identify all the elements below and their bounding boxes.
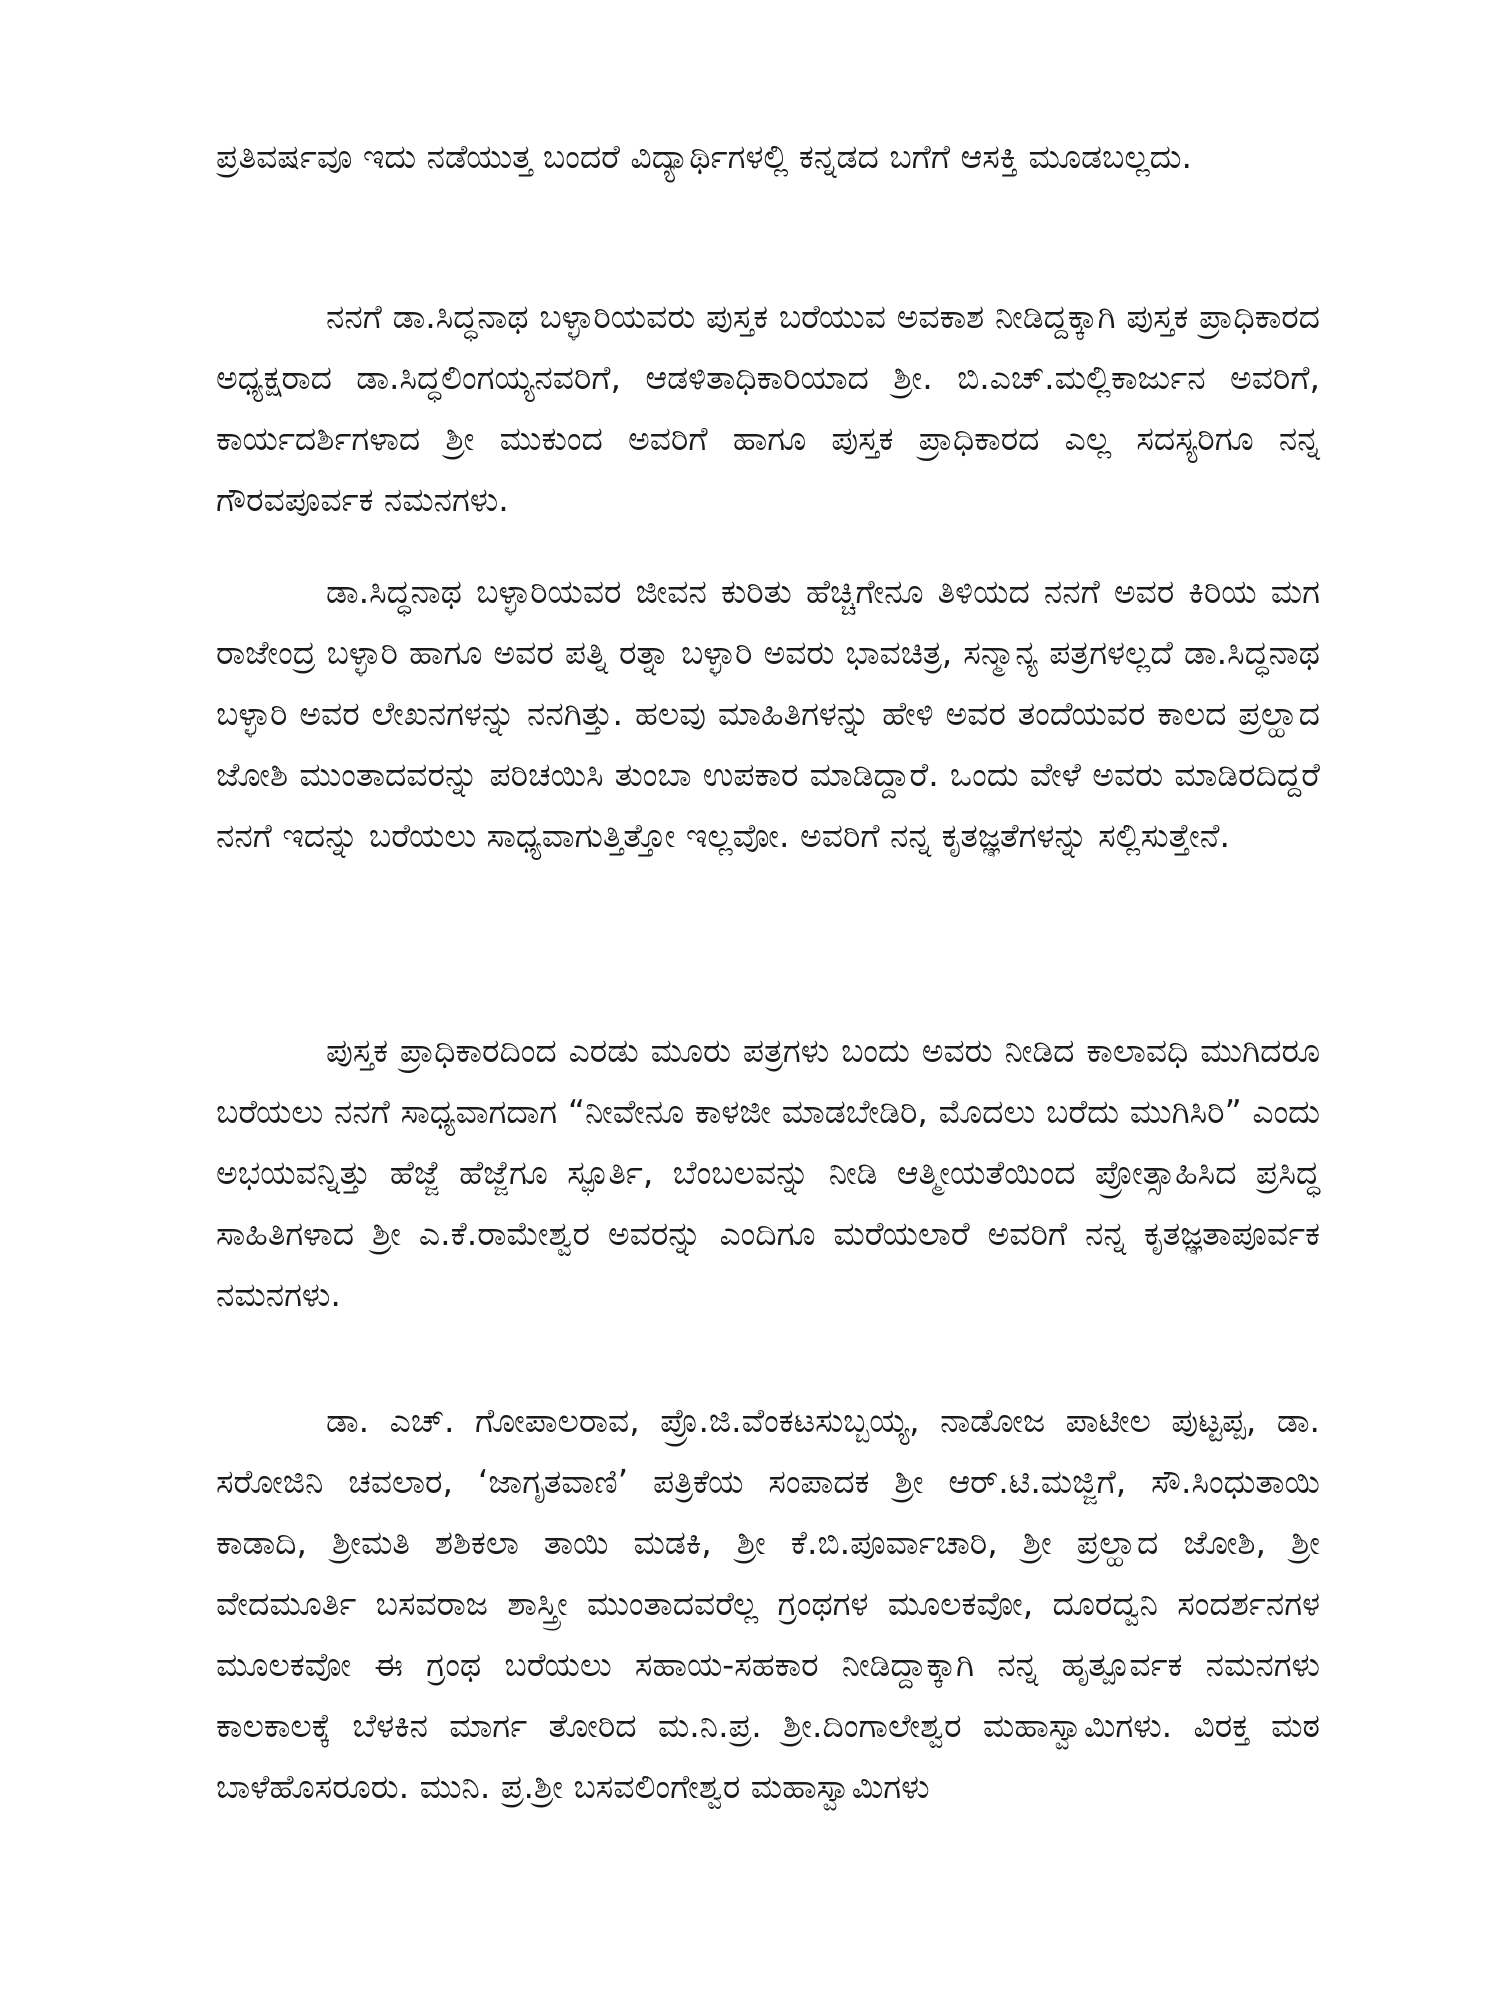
- paragraph-thanks-contributors: ಡಾ. ಎಚ್. ಗೋಪಾಲರಾವ, ಪ್ರೊ.ಜಿ.ವೆಂಕಟಸುಬ್ಬಯ್ಯ, ನಾಡೋಜ ಪಾಟೀಲ ಪುಟ್ಟಪ್ಪ, ಡಾ. ಸರೋಜಿನಿ ಚವಲಾರ, ‘ಜಾಗೃತವಾಣಿ’ ಪತ್ರಿಕೆಯ ಸಂಪಾದಕ ಶ್ರೀ ಆರ್.ಟಿ.ಮಜ್ಜಿಗೆ, ಸೌ.ಸಿಂಧುತಾಯಿ ಕಾಡಾದಿ, ಶ್ರೀಮತಿ ಶಶಿಕಲಾ ತಾಯಿ ಮಡಕಿ, ಶ್ರೀ ಕೆ.ಬಿ.ಪೂರ್ವಾಚಾರಿ, ಶ್ರೀ ಪ್ರಲ್ಹಾದ ಜೋಶಿ, ಶ್ರೀ ವೇದಮೂರ್ತಿ ಬಸವರಾಜ ಶಾಸ್ತ್ರೀ ಮುಂತಾದವರೆಲ್ಲ ಗ್ರಂಥಗಳ ಮೂಲಕವೋ, ದೂರದ್ವನಿ ಸಂದರ್ಶನಗಳ ಮೂಲಕವೋ ಈ ಗ್ರಂಥ ಬರೆಯಲು ಸಹಾಯ-ಸಹಕಾರ ನೀಡಿದ್ದಾಕ್ಕಾಗಿ ನನ್ನ ಹೃತ್ಪೂರ್ವಕ ನಮನಗಳು ಕಾಲಕಾಲಕ್ಕೆ ಬೆಳಕಿನ ಮಾರ್ಗ ತೋರಿದ ಮ.ನಿ.ಪ್ರ. ಶ್ರೀ.ದಿಂಗಾಲೇಶ್ವರ ಮಹಾಸ್ವಾಮಿಗಳು. ವಿರಕ್ತ ಮಠ ಬಾಳೆಹೊಸರೂರು. ಮುನಿ. ಪ್ರ.ಶ್ರೀ ಬಸವಲಿಂಗೇಶ್ವರ ಮಹಾಸ್ವಾಮಿಗಳು: [216, 1401, 1320, 1806]
- paragraph-thanks-family: ಡಾ.ಸಿದ್ಧನಾಥ ಬಳ್ಳಾರಿಯವರ ಜೀವನ ಕುರಿತು ಹೆಚ್ಚಿಗೇನೂ ತಿಳಿಯದ ನನಗೆ ಅವರ ಕಿರಿಯ ಮಗ ರಾಜೇಂದ್ರ ಬಳ್ಳಾರಿ ಹಾಗೂ ಅವರ ಪತ್ನಿ ರತ್ನಾ ಬಳ್ಳಾರಿ ಅವರು ಭಾವಚಿತ್ರ, ಸನ್ಮಾನ್ಯ ಪತ್ರಗಳಲ್ಲದೆ ಡಾ.ಸಿದ್ಧನಾಥ ಬಳ್ಳಾರಿ ಅವರ ಲೇಖನಗಳನ್ನು ನನಗಿತ್ತು. ಹಲವು ಮಾಹಿತಿಗಳನ್ನು ಹೇಳಿ ಅವರ ತಂದೆಯವರ ಕಾಲದ ಪ್ರಲ್ಹಾದ ಜೋಶಿ ಮುಂತಾದವರನ್ನು ಪರಿಚಯಿಸಿ ತುಂಬಾ ಉಪಕಾರ ಮಾಡಿದ್ದಾರೆ. ಒಂದು ವೇಳೆ ಅವರು ಮಾಡಿರದಿದ್ದರೆ ನನಗೆ ಇದನ್ನು ಬರೆಯಲು ಸಾಧ್ಯವಾಗುತ್ತಿತ್ತೋ ಇಲ್ಲವೋ. ಅವರಿಗೆ ನನ್ನ ಕೃತಜ್ಞತೆಗಳನ್ನು ಸಲ್ಲಿಸುತ್ತೇನೆ.: [216, 572, 1320, 855]
- paragraph-interest-in-kannada: ಪ್ರತಿವರ್ಷವೂ ಇದು ನಡೆಯುತ್ತ ಬಂದರೆ ವಿದ್ಯಾರ್ಥಿಗಳಲ್ಲಿ ಕನ್ನಡದ ಬಗೆಗೆ ಆಸಕ್ತಿ ಮೂಡಬಲ್ಲದು.: [216, 137, 1192, 176]
- paragraph-thanks-rameshwar: ಪುಸ್ತಕ ಪ್ರಾಧಿಕಾರದಿಂದ ಎರಡು ಮೂರು ಪತ್ರಗಳು ಬಂದು ಅವರು ನೀಡಿದ ಕಾಲಾವಧಿ ಮುಗಿದರೂ ಬರೆಯಲು ನನಗೆ ಸಾಧ್ಯವಾಗದಾಗ “ನೀವೇನೂ ಕಾಳಜೀ ಮಾಡಬೇಡಿರಿ, ಮೊದಲು ಬರೆದು ಮುಗಿಸಿರಿ” ಎಂದು ಅಭಯವನ್ನಿತ್ತು ಹೆಜ್ಜೆ ಹೆಜ್ಜೆಗೂ ಸ್ಫೂರ್ತಿ, ಬೆಂಬಲವನ್ನು ನೀಡಿ ಆತ್ಮೀಯತೆಯಿಂದ ಪ್ರೋತ್ಸಾಹಿಸಿದ ಪ್ರಸಿದ್ಧ ಸಾಹಿತಿಗಳಾದ ಶ್ರೀ ಎ.ಕೆ.ರಾಮೇಶ್ವರ ಅವರನ್ನು ಎಂದಿಗೂ ಮರೆಯಲಾರೆ ಅವರಿಗೆ ನನ್ನ ಕೃತಜ್ಞತಾಪೂರ್ವಕ ನಮನಗಳು.: [216, 1031, 1320, 1314]
- paragraph-thanks-book-authority: ನನಗೆ ಡಾ.ಸಿದ್ಧನಾಥ ಬಳ್ಳಾರಿಯವರು ಪುಸ್ತಕ ಬರೆಯುವ ಅವಕಾಶ ನೀಡಿದ್ದಕ್ಕಾಗಿ ಪುಸ್ತಕ ಪ್ರಾಧಿಕಾರದ ಅಧ್ಯಕ್ಷರಾದ ಡಾ.ಸಿದ್ಧಲಿಂಗಯ್ಯನವರಿಗೆ, ಆಡಳಿತಾಧಿಕಾರಿಯಾದ ಶ್ರೀ. ಬಿ.ಎಚ್.ಮಲ್ಲಿಕಾರ್ಜುನ ಅವರಿಗೆ, ಕಾರ್ಯದರ್ಶಿಗಳಾದ ಶ್ರೀ ಮುಕುಂದ ಅವರಿಗೆ ಹಾಗೂ ಪುಸ್ತಕ ಪ್ರಾಧಿಕಾರದ ಎಲ್ಲ ಸದಸ್ಯರಿಗೂ ನನ್ನ ಗೌರವಪೂರ್ವಕ ನಮನಗಳು.: [216, 297, 1320, 519]
